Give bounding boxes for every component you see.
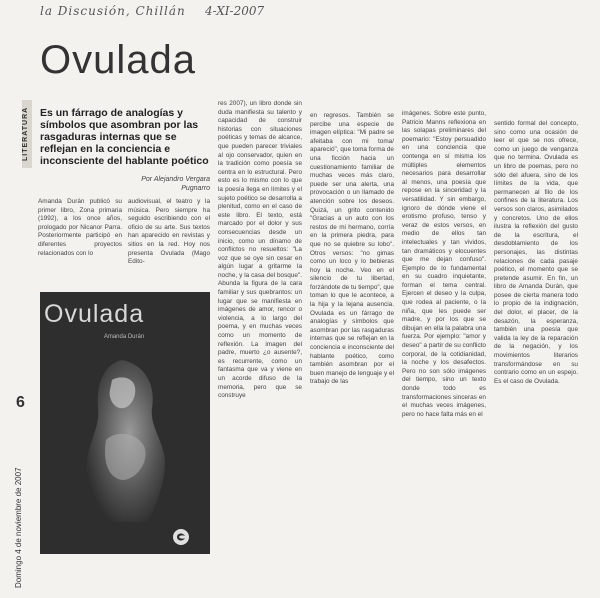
article-column-1: Amanda Durán publicó su primer libro, Zona primaria (1992), a los once años, prologado por Nicanor Parra. Posteriormente participó en diferentes proyectos relacionados con lo xyxy=(38,198,122,257)
article-masthead: Ovulada xyxy=(40,38,196,82)
book-cover-author: Amanda Durán xyxy=(103,334,145,340)
publisher-logo-icon xyxy=(172,528,190,546)
issue-dateline: Domingo 4 de noviembre de 2007 xyxy=(14,467,23,588)
handwritten-source: la Discusión, Chillán xyxy=(40,4,186,18)
article-column-4: en regresos. También se percibe una especie de imagen elíptica: "Mi padre se afeitaba con mi toma/ apareció", que toma forma de una ficción hacia un cuestionamiento familiar de muchas veces más claro, puede ser una alerta, una provocación o un llamado de atención sobre los deseos. Quizá, un grito contenido "Gracias a un auto con los restos de mi hermano, corría en la primera piedra, para que no se quiebre su lobo". Otros versos: "no gimas como un loco y lo bebieras hoy la noche. Veo en el silencio de tu libertad, forzándote de tu tiempo", que toman lo que le acontece, a la hija y la lejana ausencia. Ovulada es un fárrago de analogías y símbolos que asombran por las rasgaduras internas que se reflejan en la conciencia e inconsciente del hablante poético, como también asombran por el buen manejo de lenguaje y el trabajo de las xyxy=(310,112,394,386)
article-column-6: sentido formal del concepto, sino como una ocasión de leer el que se nos ofrece, como un juego de venganza que no termina. Ovulada es un libro de poemas, pero no sólo del afuera, sino de los límites de la vida, que permanecen al filo de los confines de la literatura. Los versos son claros, asimilados y concretos. Uno de ellos ilustra la reflexión del gusto de la escritura, el desdoblamiento de los personajes, las distintas relaciones de cada pasaje poético, el momento que se pretende asumir. En fin, un libro de Amanda Durán, que posee de cierta manera todo lo propio de la indignación, del dolor, el placer, de la desazón, la esperanza, también una poesía que valida la ley de la reparación de la negación, y los movimientos literarios transformándose en su contrario como en un espejo. Es el caso de Ovulada. xyxy=(494,120,578,385)
page-number: 6 xyxy=(16,394,25,411)
section-tag: LITERATURA xyxy=(22,100,32,168)
book-cover-title: Ovulada xyxy=(44,300,145,328)
article-column-5: imágenes. Sobre este punto, Patricio Manns reflexiona en las solapas preliminares del poemario: "Estoy persuadido en una conciencia que contenga en sí misma los múltiples elementos necesarios para desarrollar al menos, una poesía que repose en la sinceridad y la versatilidad. Y sin embargo, ignoro de dónde viene el erotismo profuso, tenso y veraz de estos versos, en medio de ellos tan intelectuales y tan vividos, tan dramáticos y elocuentes que me dejan confuso". Ejemplo de lo fundamental en su cuadro inquietante, forman el tema central. Ejercen el deseo y la culpa, que rodea al paciente, o la niña, que les puede ser madre, y por los que se dibujan en ella la palabra una fuerza. Por ejemplo: "amor y deseo" a partir de su conflicto corporal, de la cotidianidad, la noche y los desafectos. Pero no son sólo imágenes del tiempo, sino un texto donde todo es transformaciones sinceras en el muchas veces imágenes, pero no hace falta más en el xyxy=(402,110,486,418)
article-headline: Es un fárrago de analogías y símbolos que asombran por las rasgaduras internas que se reflejan en la conciencia e inconsciente del hablante poético xyxy=(40,107,209,167)
article-column-3: res 2007), un libro donde sin duda manifiesta su talento y capacidad de construir historias con situaciones poéticas y temas de alcance, que pueden parecer triviales al ojo conservador, quien en la tradición como poesía se centra en lo estructural. Pero esto es lo mismo con lo que la poesía llega en límites y el sujeto poético se desarrolla a plenitud, como en el caso de este libro. El texto, está marcado por el dolor y sus consecuencias desde un inicio, como un dínamo de conflictos no resueltos: "La voz que se oye sin cesar en algún lugar a gritarme la noche, y la casa del bosque". Abunda la figura de la cara familiar y sus quebrantos: un lugar que se manifiesta en imágenes de amor, rencor o violencia, a lo largo del poema, y en muchas veces como un momento de reflexión. La imagen del padre, muerto ¿o ausente?, es recurrente, como un fantasma que va y viene en un acorde difuso de la memoria, pero que se construye xyxy=(218,100,302,400)
article-column-2: audiovisual, el teatro y la música. Pero siempre ha seguido escribiendo con el oficio de su arte. Sus textos han aparecido en revistas y sitios en la red. Hoy nos presenta Ovulada (Mago Edito- xyxy=(128,198,210,266)
book-cover-figure-illustration xyxy=(52,350,192,530)
article-byline: Por Alejandro Vergara Pugnarro xyxy=(141,176,210,192)
handwritten-date: 4-XI-2007 xyxy=(205,4,265,18)
